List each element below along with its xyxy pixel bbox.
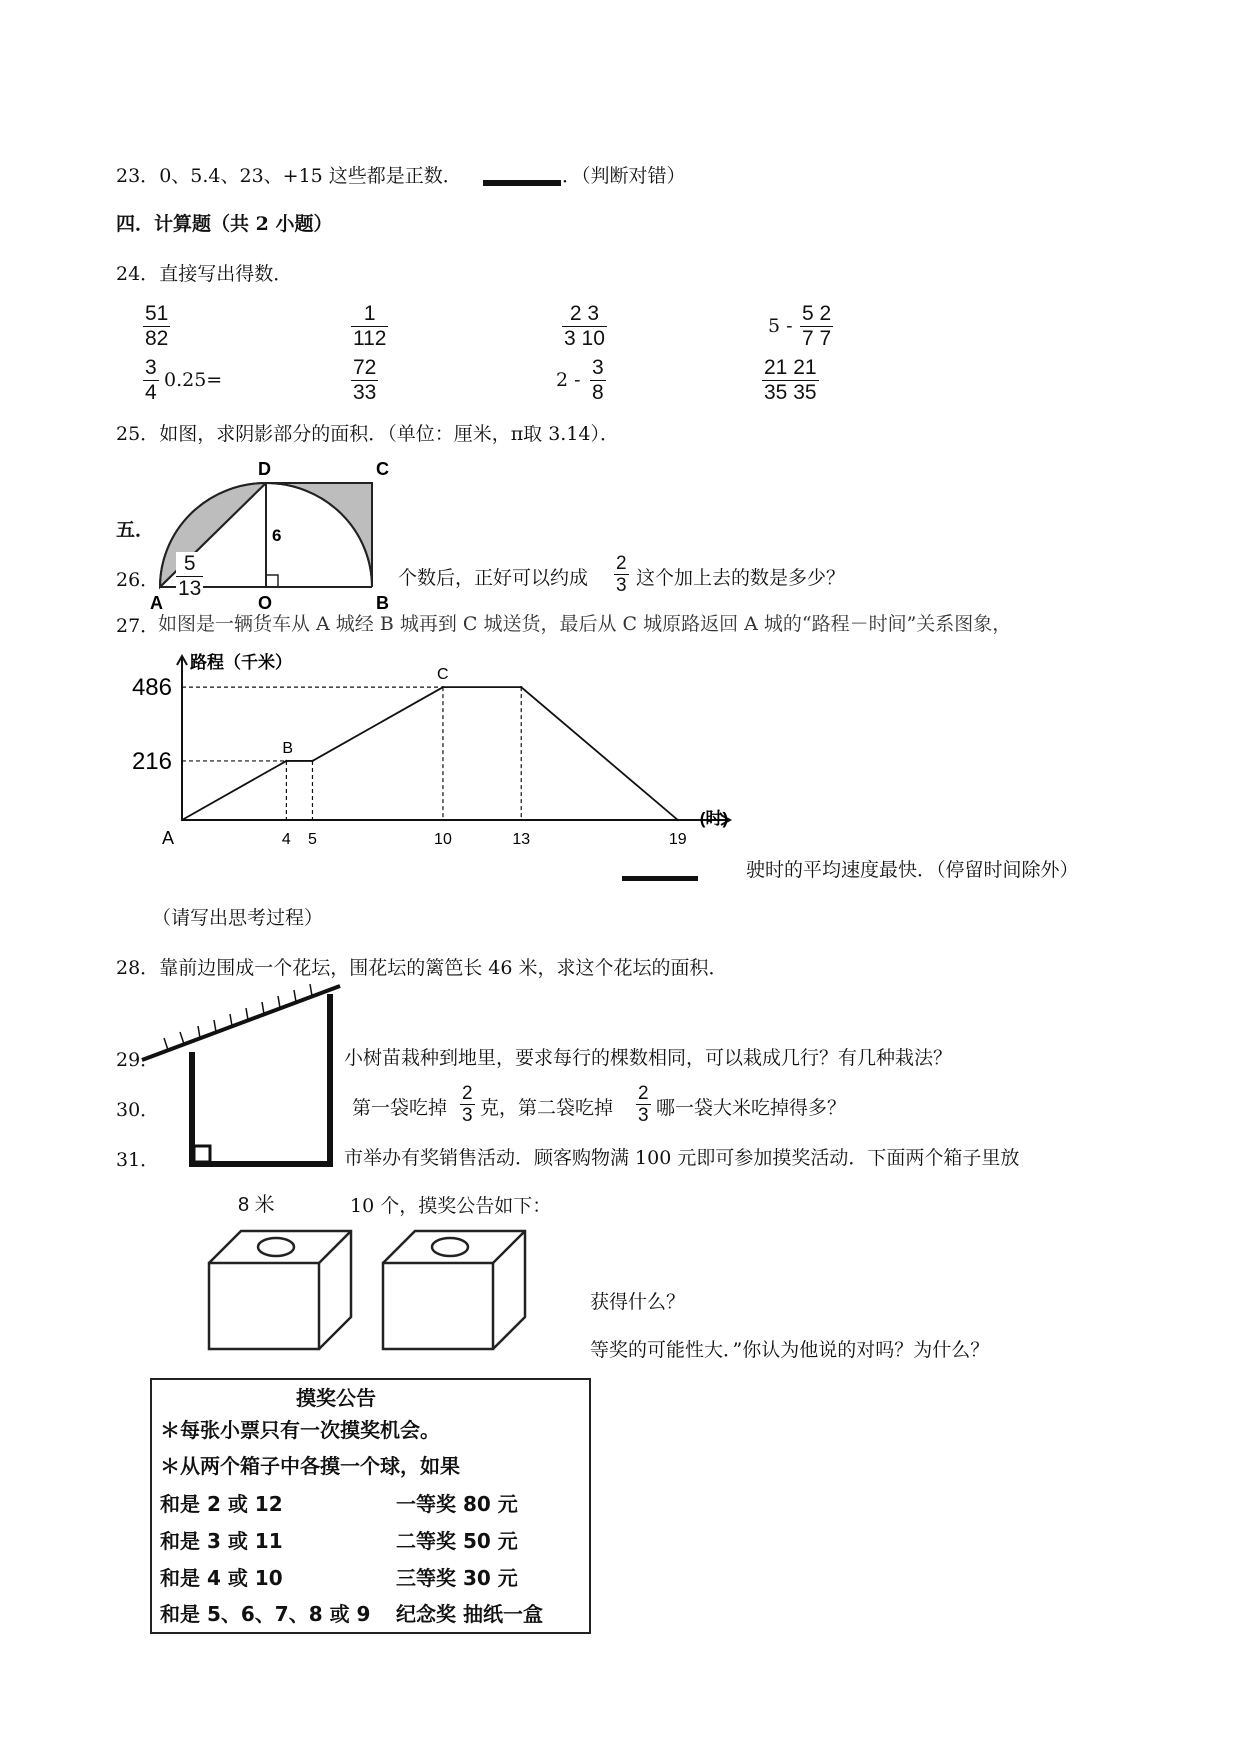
box-right	[383, 1231, 525, 1349]
q27-answer-blank[interactable]	[622, 876, 698, 881]
q27-number: 27．	[116, 615, 160, 637]
notice-cond-1: 和是 2 或 12	[160, 1492, 283, 1516]
notice-prize-4: 纪念奖 抽纸一盒	[396, 1602, 543, 1626]
q23-text: 0、5.4、23、+15 这些都是正数．	[159, 165, 462, 187]
label-6: 6	[272, 526, 282, 545]
q27-tail: 驶时的平均速度最快．（停留时间除外）	[746, 859, 1079, 881]
q24-item-7-prefix: 2 -	[556, 369, 581, 391]
q31-sub1: 获得什么？	[590, 1291, 686, 1313]
x-axis-label: (时)	[699, 809, 729, 828]
x-tick-label-19: 19	[668, 831, 687, 848]
q31-number: 31．	[116, 1149, 160, 1171]
point-label-c: C	[436, 666, 449, 684]
y-tick-label-486: 486	[131, 674, 172, 702]
q24-line	[116, 262, 292, 286]
q31-text: 市举办有奖销售活动．顾客购物满 100 元即可参加摸奖活动．下面两个箱子里放	[344, 1147, 1020, 1169]
section-4-title: 四．计算题（共 2 小题）	[116, 213, 333, 235]
q25-number: 25．	[116, 423, 160, 445]
data-point-5	[677, 819, 679, 821]
q23-answer-blank[interactable]	[483, 180, 561, 186]
q24-number: 24．	[116, 263, 160, 285]
q24-item-4: 5 2 7 7	[802, 302, 832, 350]
q24-item-7: 3 8	[592, 356, 604, 404]
q30-fraction-2: 2 3	[638, 1083, 649, 1126]
notice-prize-1: 一等奖 80 元	[396, 1492, 518, 1516]
label-o: O	[258, 593, 273, 613]
q26-text-b: 这个加上去的数是多少？	[636, 567, 846, 589]
q26-text-a: 个数后，正好可以约成	[398, 567, 589, 589]
x-tick-label-10: 10	[434, 831, 452, 848]
notice-rule-2: ＊从两个箱子中各摸一个球，如果	[160, 1454, 460, 1478]
q24-item-6: 72 33	[353, 356, 377, 404]
q29-number: 29．	[116, 1049, 160, 1071]
notice-rule-1: ＊每张小票只有一次摸奖机会。	[160, 1418, 440, 1442]
q25-text: 如图，求阴影部分的面积．（单位：厘米，π取 3.14）．	[159, 423, 620, 445]
q24-item-8: 21 21 35 35	[764, 356, 817, 404]
q26-number: 26．	[116, 569, 160, 591]
data-point-0	[181, 819, 183, 821]
q24-text: 直接写出得数．	[159, 263, 293, 285]
data-point-4	[520, 686, 522, 688]
prize-notice	[150, 1378, 591, 1634]
q31-sub2: 等奖的可能性大．”你认为他说的对吗？为什么？	[590, 1339, 990, 1361]
q30-text-a: 第一袋吃掉	[352, 1097, 448, 1119]
q27-note: （请写出思考过程）	[152, 907, 324, 929]
q27-chart	[131, 646, 750, 866]
q24-item-5: 3 4	[145, 356, 157, 404]
y-axis-label: 路程（千米）	[190, 653, 292, 672]
notice-prize-2: 二等奖 50 元	[396, 1529, 518, 1553]
q23-line	[116, 164, 462, 188]
notice-cond-2: 和是 3 或 11	[160, 1529, 283, 1553]
q29-text: 小树苗栽种到地里，要求每行的棵数相同，可以栽成几行？有几种栽法？	[344, 1047, 953, 1069]
box-left	[209, 1231, 351, 1349]
q24-item-1: 51 82	[145, 302, 169, 350]
point-label-b: B	[282, 739, 294, 757]
q28-number: 28．	[116, 957, 160, 979]
q27-text: 如图是一辆货车从 A 城经 B 城再到 C 城送货，最后从 C 城原路返回 A 城的“路程－时间”关系图象，	[158, 613, 1012, 635]
q30-text-c: 哪一袋大米吃掉得多？	[656, 1097, 847, 1119]
q24-item-5-suffix: 0.25=	[164, 369, 223, 391]
x-tick-label-5: 5	[308, 831, 317, 848]
q26-fraction-1: 5 13	[178, 552, 202, 600]
label-a: A	[150, 593, 163, 613]
label-d: D	[258, 459, 271, 479]
data-point-1	[285, 760, 287, 762]
q28-figure-label: 8 米	[238, 1194, 275, 1216]
q31-line2: 10 个，摸奖公告如下：	[350, 1195, 552, 1217]
section-5-title: 五．	[116, 519, 155, 541]
label-c: C	[376, 459, 389, 479]
q30-number: 30．	[116, 1099, 160, 1121]
notice-cond-4: 和是 5、6、7、8 或 9	[160, 1602, 371, 1626]
x-tick-label-13: 13	[512, 831, 531, 848]
label-b: B	[376, 593, 389, 613]
point-label-a: A	[162, 828, 175, 848]
q28-figure	[140, 980, 350, 1180]
y-tick-label-216: 216	[131, 747, 172, 775]
q23-number: 23．	[116, 165, 160, 187]
q30-fraction-1: 2 3	[462, 1083, 473, 1126]
q24-item-4-prefix: 5 -	[768, 315, 793, 337]
q24-item-2: 1 112	[353, 302, 387, 350]
prize-boxes	[205, 1225, 535, 1355]
q28-text: 靠前边围成一个花坛，围花坛的篱笆长 46 米，求这个花坛的面积．	[159, 957, 728, 979]
q26-fraction-2: 2 3	[616, 553, 627, 596]
notice-prize-3: 三等奖 30 元	[396, 1566, 518, 1590]
notice-title: 摸奖公告	[296, 1386, 376, 1410]
data-point-3	[442, 686, 444, 688]
q23-hint: ．（判断对错）	[562, 165, 686, 187]
data-point-2	[311, 760, 313, 762]
q24-item-3: 2 3 3 10	[564, 302, 605, 350]
x-tick-label-4: 4	[281, 831, 291, 848]
right-angle-mark	[266, 575, 278, 587]
q28-line	[116, 956, 727, 980]
notice-cond-3: 和是 4 或 10	[160, 1566, 283, 1590]
q25-line	[116, 422, 619, 446]
shaded-corner	[266, 483, 372, 587]
q30-text-b: 克，第二袋吃掉	[480, 1097, 614, 1119]
